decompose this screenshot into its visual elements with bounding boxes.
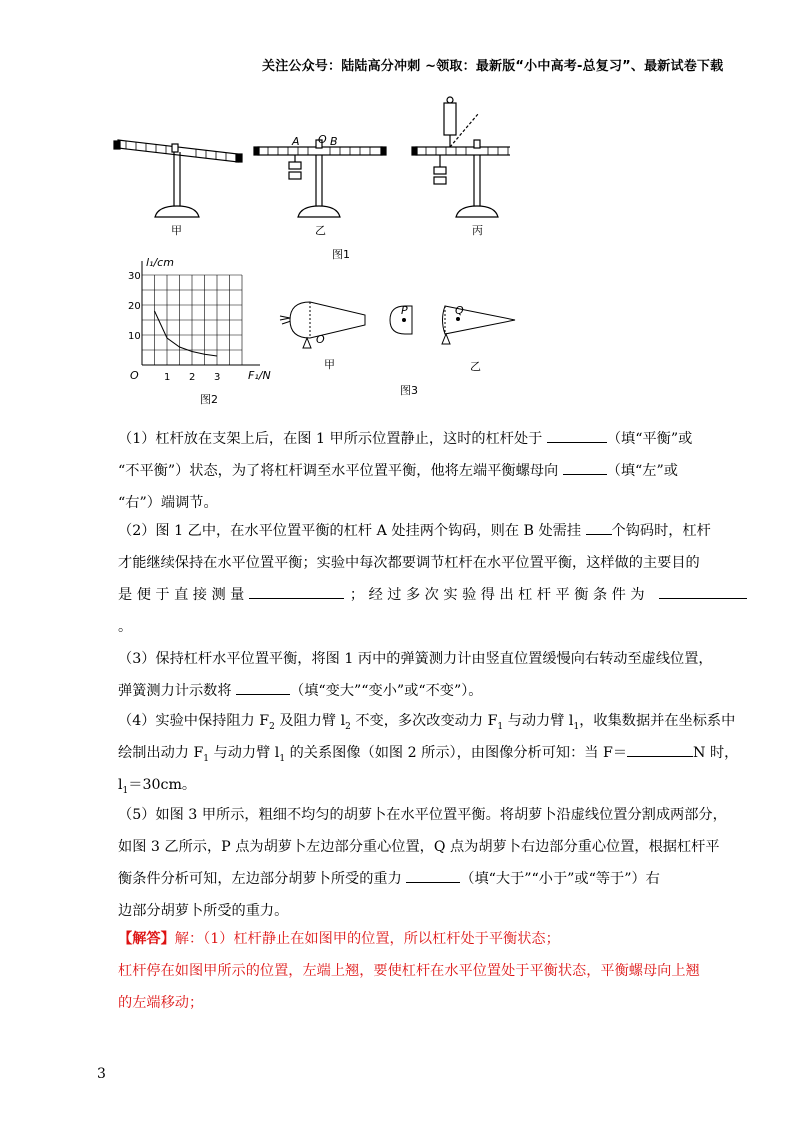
carrot-leaves [280,316,291,324]
lever-jia [114,140,242,217]
q5-line2: 如图 3 乙所示，P 点为胡萝卜左边部分重心位置，Q 点为胡萝卜右边部分重心位置，根据杠杆平 [118,839,720,855]
fig2-xlabel: F₁/N [248,369,271,382]
fig2-origin: O [130,369,139,382]
fig3-title: 图3 [400,384,418,397]
q1-line2: “不平衡”）状态，为了将杠杆调至水平位置平衡，他将左端平衡螺母向 （填“左”或 [118,463,678,479]
point-label-o: O [318,133,327,146]
fig1-title: 图1 [332,248,350,261]
answer-line3: 的左端移动； [118,995,204,1011]
q2-line2: 才能继续保持在水平位置平衡；实验中每次都要调节杠杆在水平位置平衡，这样做的主要目的 [118,555,700,571]
q3-blank[interactable] [236,682,290,695]
fig1-label-jia: 甲 [171,224,182,237]
q2-blank1[interactable] [586,522,612,535]
q2-line1: （2）图 1 乙中，在水平位置平衡的杠杆 A 处挂两个钩码，则在 B 处需挂 个钩码时，杠杆 [118,523,711,539]
fig3-label-jia: 甲 [324,358,335,371]
fig3-label-q: Q [455,304,464,317]
answer-line1: 【解答】解：（1）杠杆静止在如图甲的位置，所以杠杆处于平衡状态； [118,931,560,947]
q4-line1: （4）实验中保持阻力 $F_2$ 及阻力臂 $l_2$ 不变，多次改变动力 $F_1$ 与动力臂 $l_1$，收集数据并在坐标系中 [118,713,736,732]
data-curve [155,311,218,356]
point-label-b: B [330,135,338,148]
y-tick-label: 20 [128,301,141,312]
point-label-a: A [292,135,300,148]
q5-line4: 边部分胡萝卜所受的重力。 [118,903,289,919]
page-header: 关注公众号：陆陆高分冲刺 ~领取：最新版“小中高考-总复习”、最新试卷下载 [262,59,724,74]
q1-line1: （1）杠杆放在支架上后，在图 1 甲所示位置静止，这时的杠杆处于 （填“平衡”或 [118,431,693,447]
x-tick-label: 1 [164,372,171,383]
q4-blank[interactable] [627,744,693,757]
q2-line3: 是 便 于 直 接 测 量 ； 经 过 多 次 实 验 得 出 杠 杆 平 衡 条 件 为 [118,584,747,604]
fig3-label-o: O [316,333,325,346]
figure-1-lever-apparatus [110,92,510,262]
q5-line1: （5）如图 3 甲所示，粗细不均匀的胡萝卜在水平位置平衡。将胡萝卜沿虚线位置分割成两部分， [118,807,727,823]
q4-line3: $l_1=30cm$。 [118,777,197,796]
answer-tag: 【解答】 [118,931,175,947]
q5-blank[interactable] [406,870,460,883]
q3-line2: 弹簧测力计示数将 （填“变大”“变小”或“不变”）。 [118,683,483,699]
fig2-ylabel: l₁/cm [146,256,174,269]
page-number: 3 [97,1066,106,1082]
figure-3-carrot [270,290,520,360]
answer-line2: 杠杆停在如图甲所示的位置，左端上翘，要使杠杆在水平位置处于平衡状态，平衡螺母向上翘 [118,963,700,979]
carrot-right-part [443,306,516,334]
q4-line2: 绘制出动力 $F_1$ 与动力臂 $l_1$ 的关系图像（如图 2 所示），由图像分析可知：当 F＝ N 时， [118,745,739,764]
q2-blank3[interactable] [659,586,747,599]
q1-blank2[interactable] [563,462,607,475]
lever-yi [254,140,386,217]
q5-line3: 衡条件分析可知，左边部分胡萝卜所受的重力 （填“大于”“小于”或“等于”）右 [118,871,660,887]
q2-line4: 。 [118,619,133,635]
fig3-label-yi: 乙 [470,360,481,373]
fig1-label-bing: 丙 [472,224,483,237]
fig2-title: 图2 [200,393,218,406]
x-tick-label: 3 [214,372,221,383]
y-tick-label: 10 [128,331,141,342]
q2-blank2[interactable] [249,586,344,599]
q3-line1: （3）保持杠杆水平位置平衡，将图 1 丙中的弹簧测力计由竖直位置缓慢向右转动至虚线位置， [118,651,713,667]
lever-bing [412,97,510,217]
x-tick-label: 2 [189,372,196,383]
figure-2-graph [120,255,280,385]
fig3-label-p: P [401,304,408,317]
q1-line3: “右”）端调节。 [118,495,218,511]
carrot-jia [290,302,365,338]
y-tick-label: 30 [128,271,141,282]
fig1-label-yi: 乙 [315,224,326,237]
q1-blank1[interactable] [547,430,607,443]
